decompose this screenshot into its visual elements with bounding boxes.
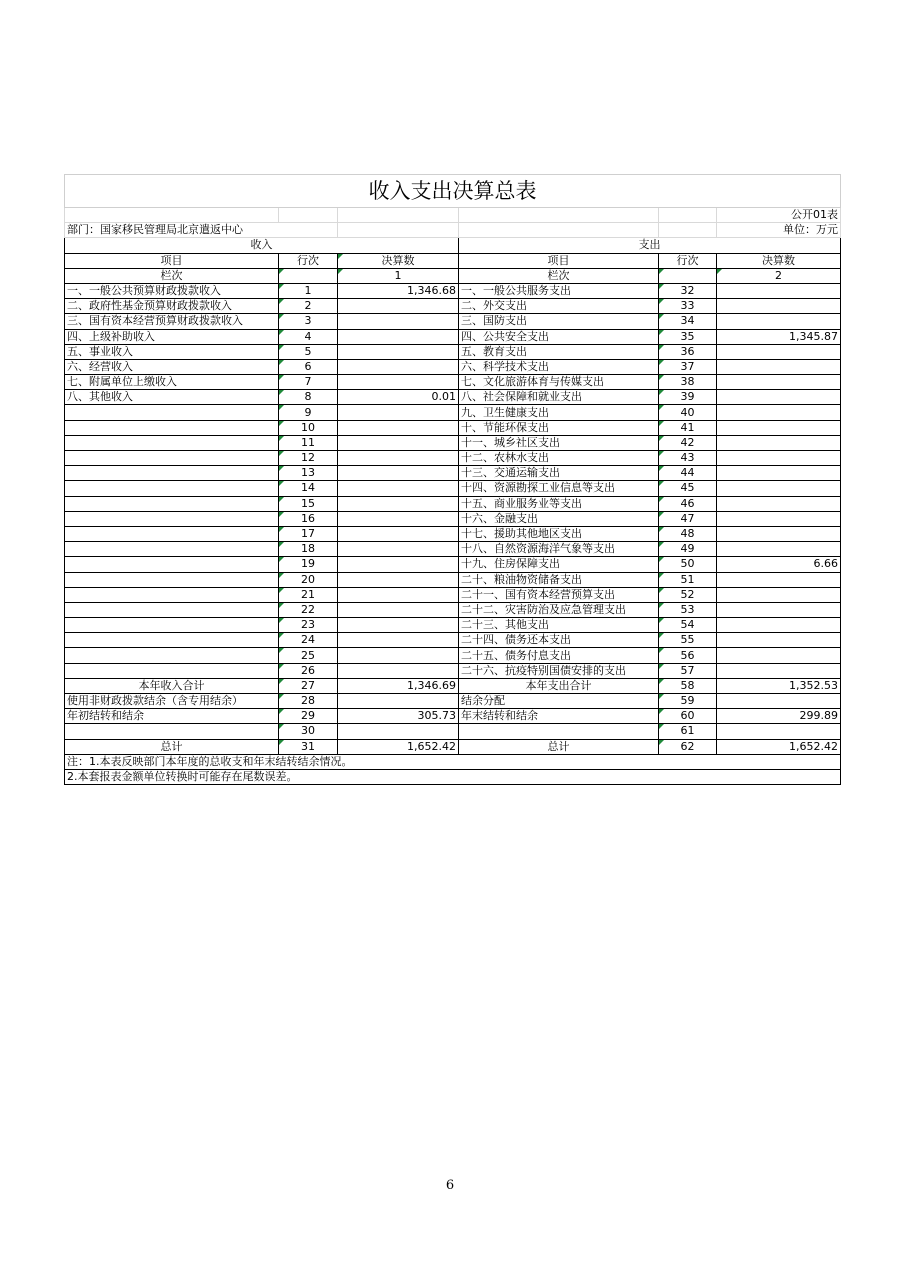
income-line: 10 [279, 420, 338, 435]
expense-line: 54 [659, 618, 717, 633]
table-row [65, 405, 841, 420]
expense-item: 二十一、国有资本经营预算支出 [459, 587, 659, 602]
income-amount [338, 496, 459, 511]
income-amount [338, 572, 459, 587]
table-row [65, 496, 841, 511]
income-item [65, 542, 279, 557]
income-amount [338, 435, 459, 450]
income-item [65, 557, 279, 572]
expense-amount [717, 314, 841, 329]
expense-line: 59 [659, 694, 717, 709]
expense-line: 56 [659, 648, 717, 663]
income-item: 五、事业收入 [65, 344, 279, 359]
expense-amount [717, 420, 841, 435]
expense-header: 支出 [459, 238, 841, 253]
income-amount [338, 314, 459, 329]
income-item [65, 451, 279, 466]
income-amount [338, 299, 459, 314]
table-row [65, 511, 841, 526]
expense-line: 36 [659, 344, 717, 359]
table-row [65, 633, 841, 648]
income-item: 八、其他收入 [65, 390, 279, 405]
table-row [65, 359, 841, 374]
expense-line: 50 [659, 557, 717, 572]
expense-amount [717, 481, 841, 496]
income-item: 七、附属单位上缴收入 [65, 375, 279, 390]
expense-amount [717, 466, 841, 481]
income-line: 20 [279, 572, 338, 587]
income-item: 总计 [65, 739, 279, 754]
expense-item: 二十五、债务付息支出 [459, 648, 659, 663]
expense-amount [717, 299, 841, 314]
expense-item: 十三、交通运输支出 [459, 466, 659, 481]
income-item: 一、一般公共预算财政拨款收入 [65, 283, 279, 298]
page-number: 6 [445, 1178, 455, 1193]
income-amount [338, 405, 459, 420]
table-row [65, 451, 841, 466]
income-expense-table [64, 174, 841, 785]
expense-amount [717, 359, 841, 374]
income-item [65, 511, 279, 526]
income-line: 9 [279, 405, 338, 420]
income-line: 15 [279, 496, 338, 511]
income-line: 27 [279, 678, 338, 693]
expense-item: 总计 [459, 739, 659, 754]
expense-line: 47 [659, 511, 717, 526]
income-line: 22 [279, 602, 338, 617]
table-row [65, 344, 841, 359]
income-item [65, 633, 279, 648]
expense-item: 一、一般公共服务支出 [459, 283, 659, 298]
expense-line: 33 [659, 299, 717, 314]
expense-item: 十、节能环保支出 [459, 420, 659, 435]
income-item: 使用非财政拨款结余（含专用结余） [65, 694, 279, 709]
income-line: 12 [279, 451, 338, 466]
expense-item: 六、科学技术支出 [459, 359, 659, 374]
expense-item: 十二、农林水支出 [459, 451, 659, 466]
income-line: 28 [279, 694, 338, 709]
table-row [65, 435, 841, 450]
income-amount [338, 420, 459, 435]
expense-amount [717, 694, 841, 709]
expense-item: 八、社会保障和就业支出 [459, 390, 659, 405]
income-item [65, 435, 279, 450]
expense-line: 57 [659, 663, 717, 678]
table-row [65, 481, 841, 496]
income-item [65, 420, 279, 435]
expense-line: 48 [659, 526, 717, 541]
income-item [65, 648, 279, 663]
table-row [65, 299, 841, 314]
expense-amount: 299.89 [717, 709, 841, 724]
expense-item: 十一、城乡社区支出 [459, 435, 659, 450]
expense-item: 五、教育支出 [459, 344, 659, 359]
unit-label: 单位：万元 [717, 223, 841, 238]
expense-amount [717, 572, 841, 587]
expense-item: 二十、粮油物资储备支出 [459, 572, 659, 587]
income-line: 29 [279, 709, 338, 724]
income-item [65, 405, 279, 420]
income-item [65, 496, 279, 511]
table-row [65, 618, 841, 633]
table-row [65, 572, 841, 587]
expense-line: 52 [659, 587, 717, 602]
table-row [65, 648, 841, 663]
income-line: 5 [279, 344, 338, 359]
income-amount: 305.73 [338, 709, 459, 724]
expense-amount [717, 618, 841, 633]
table-row [65, 557, 841, 572]
income-item [65, 481, 279, 496]
income-item [65, 724, 279, 739]
table-row [65, 314, 841, 329]
income-item [65, 572, 279, 587]
income-item [65, 602, 279, 617]
income-amount: 0.01 [338, 390, 459, 405]
expense-amount [717, 405, 841, 420]
income-amount: 1,652.42 [338, 739, 459, 754]
expense-line: 46 [659, 496, 717, 511]
expense-amount [717, 663, 841, 678]
income-amount [338, 618, 459, 633]
income-header: 收入 [65, 238, 459, 253]
table-row [65, 375, 841, 390]
income-item: 年初结转和结余 [65, 709, 279, 724]
income-line: 16 [279, 511, 338, 526]
income-amount [338, 466, 459, 481]
income-line: 13 [279, 466, 338, 481]
note-1: 注：1.本表反映部门本年度的总收支和年末结转结余情况。 [65, 754, 841, 769]
income-amount [338, 511, 459, 526]
income-line: 25 [279, 648, 338, 663]
income-item-header: 项目 [65, 253, 279, 268]
expense-item: 十九、住房保障支出 [459, 557, 659, 572]
expense-line: 43 [659, 451, 717, 466]
expense-amount [717, 390, 841, 405]
expense-amount [717, 724, 841, 739]
expense-amount [717, 542, 841, 557]
table-row [65, 724, 841, 739]
expense-line: 38 [659, 375, 717, 390]
expense-item: 三、国防支出 [459, 314, 659, 329]
income-line: 23 [279, 618, 338, 633]
expense-line: 39 [659, 390, 717, 405]
expense-item: 十五、商业服务业等支出 [459, 496, 659, 511]
income-item: 四、上级补助收入 [65, 329, 279, 344]
income-amount [338, 694, 459, 709]
income-line: 4 [279, 329, 338, 344]
table-title: 收入支出决算总表 [65, 175, 841, 208]
expense-amount: 1,352.53 [717, 678, 841, 693]
expense-line: 60 [659, 709, 717, 724]
table-row [65, 526, 841, 541]
income-item [65, 466, 279, 481]
income-amount: 1,346.69 [338, 678, 459, 693]
expense-line: 62 [659, 739, 717, 754]
income-amount [338, 663, 459, 678]
table-row [65, 283, 841, 298]
table-row [65, 466, 841, 481]
income-amount [338, 587, 459, 602]
expense-line: 44 [659, 466, 717, 481]
expense-amount [717, 283, 841, 298]
income-amount [338, 375, 459, 390]
expense-line: 32 [659, 283, 717, 298]
expense-amount [717, 602, 841, 617]
expense-item: 本年支出合计 [459, 678, 659, 693]
table-row [65, 329, 841, 344]
income-line: 3 [279, 314, 338, 329]
expense-amount: 1,345.87 [717, 329, 841, 344]
expense-item: 七、文化旅游体育与传媒支出 [459, 375, 659, 390]
expense-line: 35 [659, 329, 717, 344]
expense-line: 58 [659, 678, 717, 693]
expense-item: 年末结转和结余 [459, 709, 659, 724]
income-amount [338, 481, 459, 496]
income-amount [338, 602, 459, 617]
table-row [65, 694, 841, 709]
expense-line: 55 [659, 633, 717, 648]
income-line: 7 [279, 375, 338, 390]
expense-line: 37 [659, 359, 717, 374]
table-row [65, 739, 841, 754]
income-line: 17 [279, 526, 338, 541]
expense-amount [717, 633, 841, 648]
expense-amount [717, 344, 841, 359]
expense-item: 结余分配 [459, 694, 659, 709]
expense-item: 十七、援助其他地区支出 [459, 526, 659, 541]
expense-amount [717, 511, 841, 526]
income-line: 8 [279, 390, 338, 405]
expense-amount [717, 648, 841, 663]
income-item [65, 526, 279, 541]
income-line-header: 行次 [279, 253, 338, 268]
expense-line: 40 [659, 405, 717, 420]
income-item: 二、政府性基金预算财政拨款收入 [65, 299, 279, 314]
income-line: 11 [279, 435, 338, 450]
income-item [65, 663, 279, 678]
expense-item [459, 724, 659, 739]
expense-col-no: 2 [717, 268, 841, 283]
income-line: 30 [279, 724, 338, 739]
expense-item: 二十六、抗疫特别国债安排的支出 [459, 663, 659, 678]
expense-line: 53 [659, 602, 717, 617]
table-row [65, 678, 841, 693]
income-item: 本年收入合计 [65, 678, 279, 693]
note-2: 2.本套报表金额单位转换时可能存在尾数误差。 [65, 769, 841, 784]
income-amount [338, 344, 459, 359]
expense-amount: 6.66 [717, 557, 841, 572]
expense-item: 九、卫生健康支出 [459, 405, 659, 420]
expense-amount [717, 496, 841, 511]
income-line: 6 [279, 359, 338, 374]
expense-item: 十四、资源勘探工业信息等支出 [459, 481, 659, 496]
expense-amount-header: 决算数 [717, 253, 841, 268]
income-line: 26 [279, 663, 338, 678]
table-row [65, 542, 841, 557]
income-item [65, 587, 279, 602]
expense-amount [717, 375, 841, 390]
income-col-label: 栏次 [65, 268, 279, 283]
expense-amount: 1,652.42 [717, 739, 841, 754]
income-col-no: 1 [338, 268, 459, 283]
income-amount [338, 329, 459, 344]
income-amount [338, 526, 459, 541]
expense-line: 51 [659, 572, 717, 587]
expense-amount [717, 451, 841, 466]
income-amount [338, 648, 459, 663]
income-amount [338, 451, 459, 466]
expense-item: 二、外交支出 [459, 299, 659, 314]
expense-line: 34 [659, 314, 717, 329]
table-row [65, 420, 841, 435]
income-amount [338, 724, 459, 739]
income-item: 三、国有资本经营预算财政拨款收入 [65, 314, 279, 329]
income-line: 24 [279, 633, 338, 648]
expense-item: 十六、金融支出 [459, 511, 659, 526]
expense-line-header: 行次 [659, 253, 717, 268]
expense-item: 十八、自然资源海洋气象等支出 [459, 542, 659, 557]
expense-item: 四、公共安全支出 [459, 329, 659, 344]
income-line: 19 [279, 557, 338, 572]
income-amount [338, 359, 459, 374]
form-code: 公开01表 [717, 208, 841, 223]
department-label: 部门：国家移民管理局北京遣返中心 [65, 223, 338, 238]
expense-amount [717, 526, 841, 541]
income-amount [338, 633, 459, 648]
expense-line: 61 [659, 724, 717, 739]
income-item [65, 618, 279, 633]
income-item: 六、经营收入 [65, 359, 279, 374]
income-amount: 1,346.68 [338, 283, 459, 298]
income-line: 21 [279, 587, 338, 602]
table-row [65, 663, 841, 678]
income-amount [338, 557, 459, 572]
income-amount-header: 决算数 [338, 253, 459, 268]
income-line: 14 [279, 481, 338, 496]
expense-col-label: 栏次 [459, 268, 659, 283]
table-row [65, 587, 841, 602]
expense-item-header: 项目 [459, 253, 659, 268]
income-line: 18 [279, 542, 338, 557]
expense-line: 49 [659, 542, 717, 557]
income-line: 2 [279, 299, 338, 314]
table-row [65, 390, 841, 405]
expense-line: 41 [659, 420, 717, 435]
expense-line: 42 [659, 435, 717, 450]
income-line: 31 [279, 739, 338, 754]
expense-item: 二十四、债务还本支出 [459, 633, 659, 648]
table-row [65, 709, 841, 724]
expense-amount [717, 587, 841, 602]
expense-item: 二十三、其他支出 [459, 618, 659, 633]
expense-line: 45 [659, 481, 717, 496]
expense-item: 二十二、灾害防治及应急管理支出 [459, 602, 659, 617]
table-row [65, 602, 841, 617]
income-amount [338, 542, 459, 557]
expense-amount [717, 435, 841, 450]
income-line: 1 [279, 283, 338, 298]
